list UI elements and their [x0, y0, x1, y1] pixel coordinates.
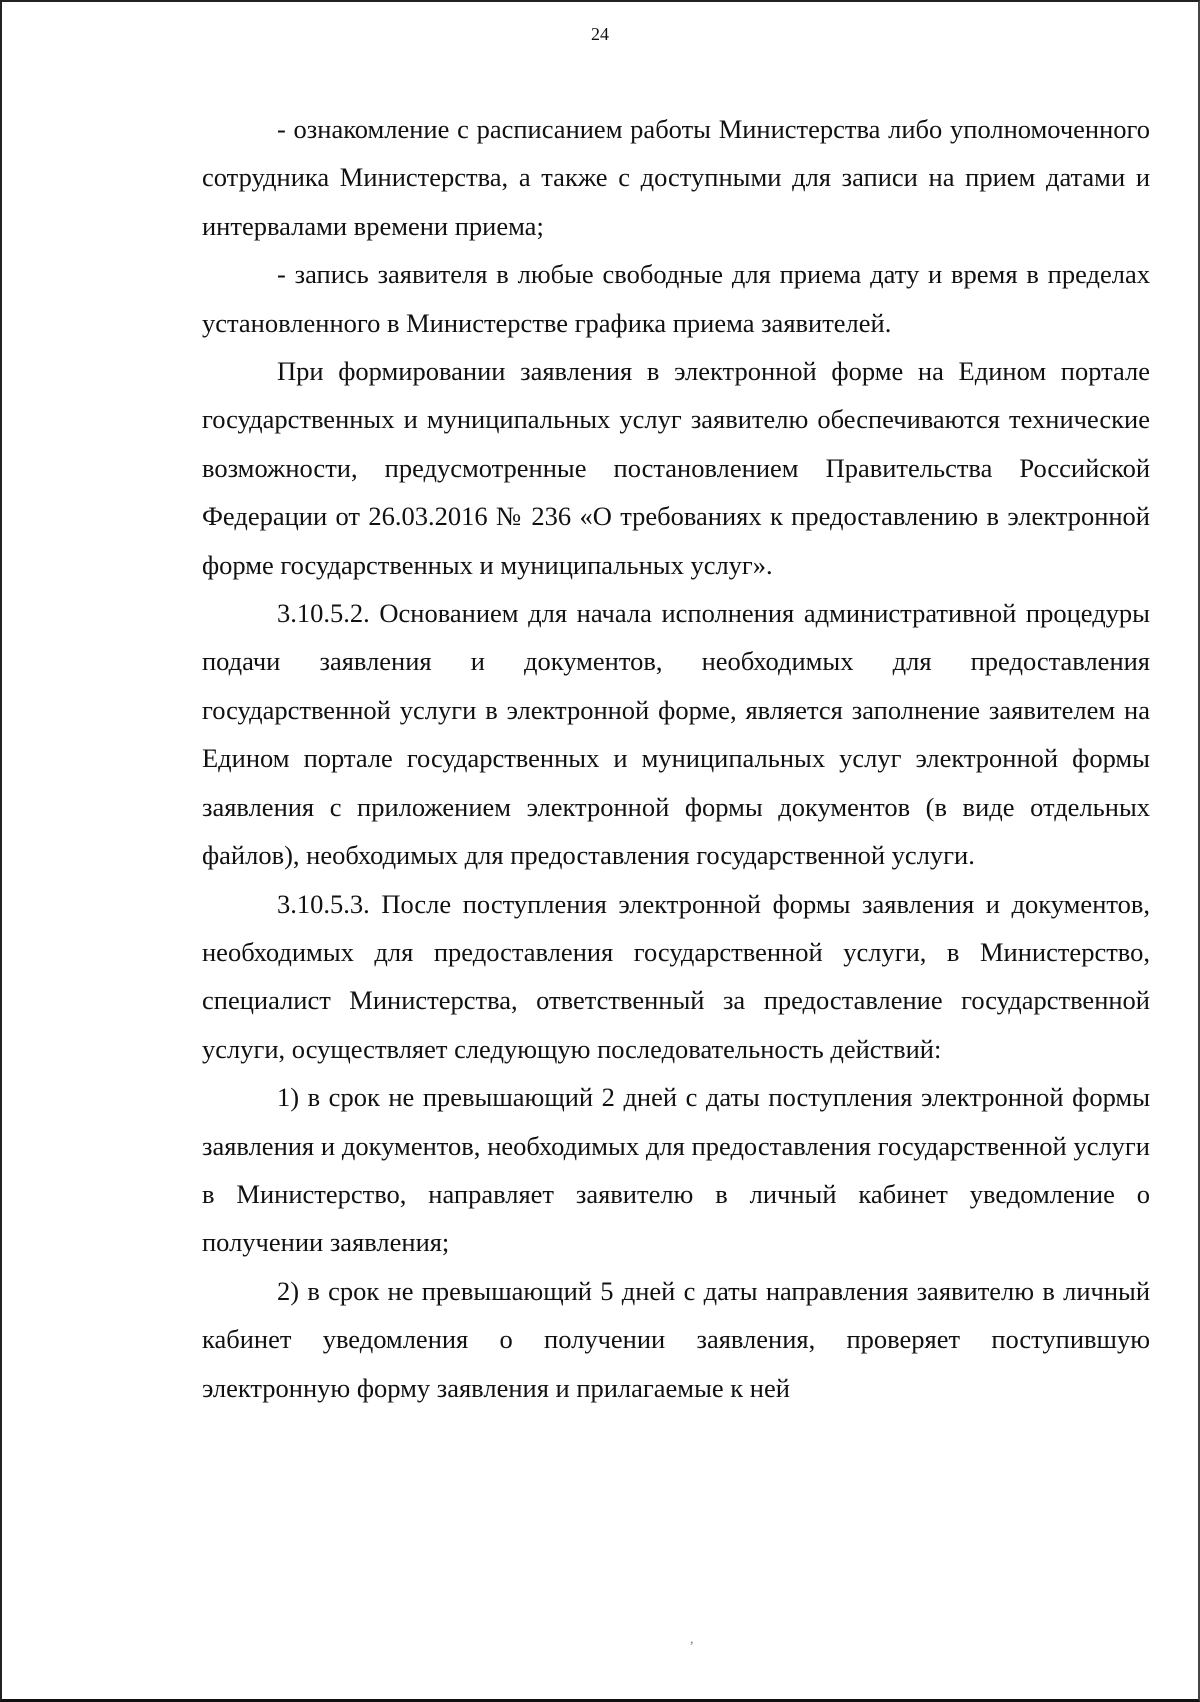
scan-speck: ,	[690, 1632, 694, 1647]
paragraph-appointment-booking: - запись заявителя в любые свободные для приема дату и время в пределах установленного в Министерстве графика приема заявителей.	[202, 259, 1150, 338]
page-number: 24	[591, 24, 609, 44]
paragraph-3-10-5-3: 3.10.5.3. После поступления электронной формы заявления и документов, необходимых для предоставления государственной услуги, в Министерство, специалист Министерства, ответственный за предоставление государственной услуги, осуществляет следующую последовательность действий:	[202, 888, 1150, 1064]
paragraph-step-1: 1) в срок не превышающий 2 дней с даты поступления электронной формы заявления и документов, необходимых для предоставления государственной услуги в Министерство, направляет заявителю в личный кабинет уведомление о получении заявления;	[202, 1082, 1150, 1258]
paragraph-portal-capabilities: При формировании заявления в электронной форме на Едином портале государственных и муниципальных услуг заявителю обеспечиваются технические возможности, предусмотренные постановлением Правительства Российской Федерации от 26.03.2016 № 236 «О требованиях к предоставлению в электронной форме государственных и муниципальных услуг».	[202, 356, 1150, 580]
paragraph-3-10-5-2: 3.10.5.2. Основанием для начала исполнения административной процедуры подачи заявления и документов, необходимых для предоставления государственной услуги в электронной форме, является заполнение заявителем на Едином портале государственных и муниципальных услуг электронной формы заявления с приложением электронной формы документов (в виде отдельных файлов), необходимых для предоставления государственной услуги.	[202, 598, 1150, 871]
paragraph-schedule-review: - ознакомление с расписанием работы Министерства либо уполномоченного сотрудника Министерства, а также с доступными для записи на прием датами и интервалами времени приема;	[202, 114, 1150, 241]
document-body	[202, 105, 1150, 1412]
paragraph-step-2: 2) в срок не превышающий 5 дней с даты направления заявителю в личный кабинет уведомления о получении заявления, проверяет поступившую электронную форму заявления и прилагаемые к ней	[202, 1275, 1150, 1403]
